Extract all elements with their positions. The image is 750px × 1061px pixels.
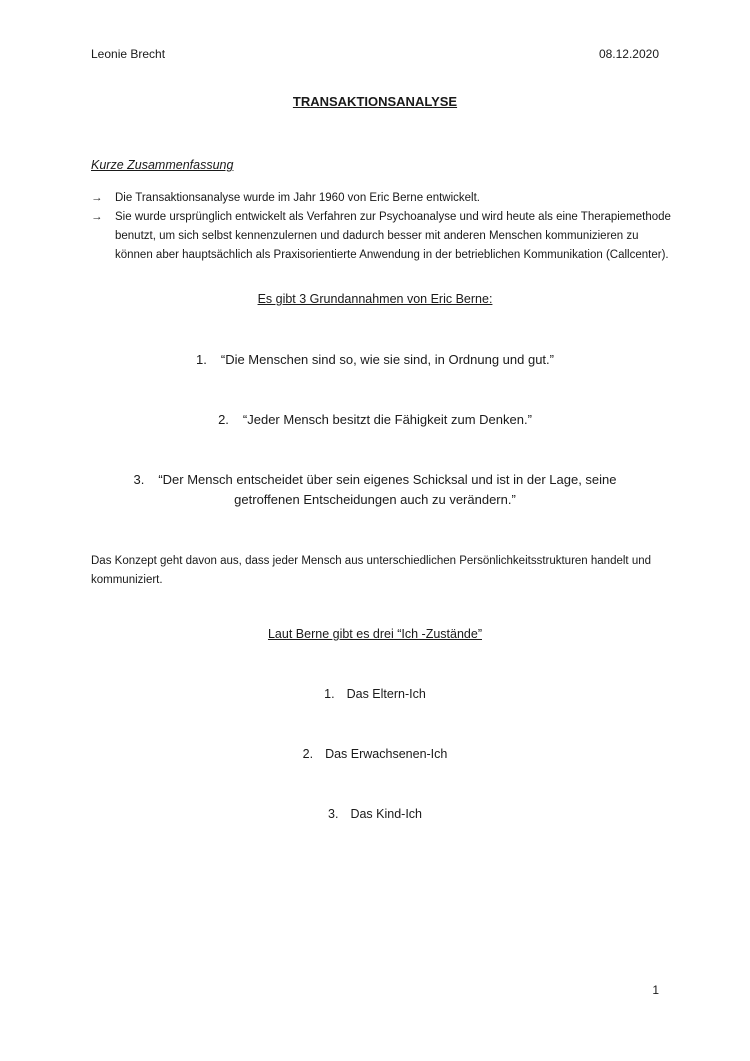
assumption-number: 3. xyxy=(133,472,145,487)
assumption-item xyxy=(0,350,750,370)
ego-state-item xyxy=(0,747,750,761)
document-date: 08.12.2020 xyxy=(598,47,659,61)
list-item xyxy=(91,208,671,265)
state-text: Das Erwachsenen-Ich xyxy=(325,747,448,761)
arrow-right-icon: → xyxy=(91,211,103,223)
document-title: TRANSAKTIONSANALYSE xyxy=(292,94,458,109)
page-number: 1 xyxy=(652,983,659,997)
assumption-item xyxy=(0,410,750,430)
state-text: Das Kind-Ich xyxy=(350,807,422,821)
assumption-item xyxy=(0,470,750,510)
assumption-number: 2. xyxy=(218,412,229,427)
assumption-text: “Die Menschen sind so, wie sie sind, in Ordnung und gut.” xyxy=(220,352,554,367)
summary-heading: Kurze Zusammenfassung xyxy=(91,158,234,172)
state-number: 2. xyxy=(302,747,314,761)
summary-item-text: Sie wurde ursprünglich entwickelt als Verfahren zur Psychoanalyse und wird heute als eine Therapiemethode benutzt, um sich selbst kennenzulernen und dadurch besser mit anderen Menschen kommunizieren zu können aber hauptsächlich als Praxisorientierte Anwendung in der betrieblichen Kommunikation (Callcenter). xyxy=(115,211,671,261)
states-heading: Laut Berne gibt es drei “Ich -Zustände” xyxy=(267,627,482,641)
summary-item-text: Die Transaktionsanalyse wurde im Jahr 1960 von Eric Berne entwickelt. xyxy=(115,192,480,204)
ego-state-item xyxy=(0,807,750,821)
assumption-number: 1. xyxy=(196,352,207,367)
summary-list xyxy=(91,189,671,265)
state-number: 1. xyxy=(324,687,335,701)
arrow-right-icon: → xyxy=(91,192,103,204)
state-number: 3. xyxy=(328,807,339,821)
author-name: Leonie Brecht xyxy=(91,47,166,61)
assumption-text: “Der Mensch entscheidet über sein eigenes Schicksal und ist in der Lage, seine xyxy=(158,472,617,487)
list-item xyxy=(91,189,671,208)
ego-state-item xyxy=(0,687,750,701)
state-text: Das Eltern-Ich xyxy=(346,687,426,701)
assumption-text-continued: getroffenen Entscheidungen auch zu verändern.” xyxy=(234,492,516,507)
assumption-text: “Jeder Mensch besitzt die Fähigkeit zum Denken.” xyxy=(242,412,532,427)
assumptions-heading: Es gibt 3 Grundannahmen von Eric Berne: xyxy=(257,292,493,306)
concept-paragraph: Das Konzept geht davon aus, dass jeder Mensch aus unterschiedlichen Persönlichkeitsstrukturen handelt und kommuniziert. xyxy=(91,555,652,586)
